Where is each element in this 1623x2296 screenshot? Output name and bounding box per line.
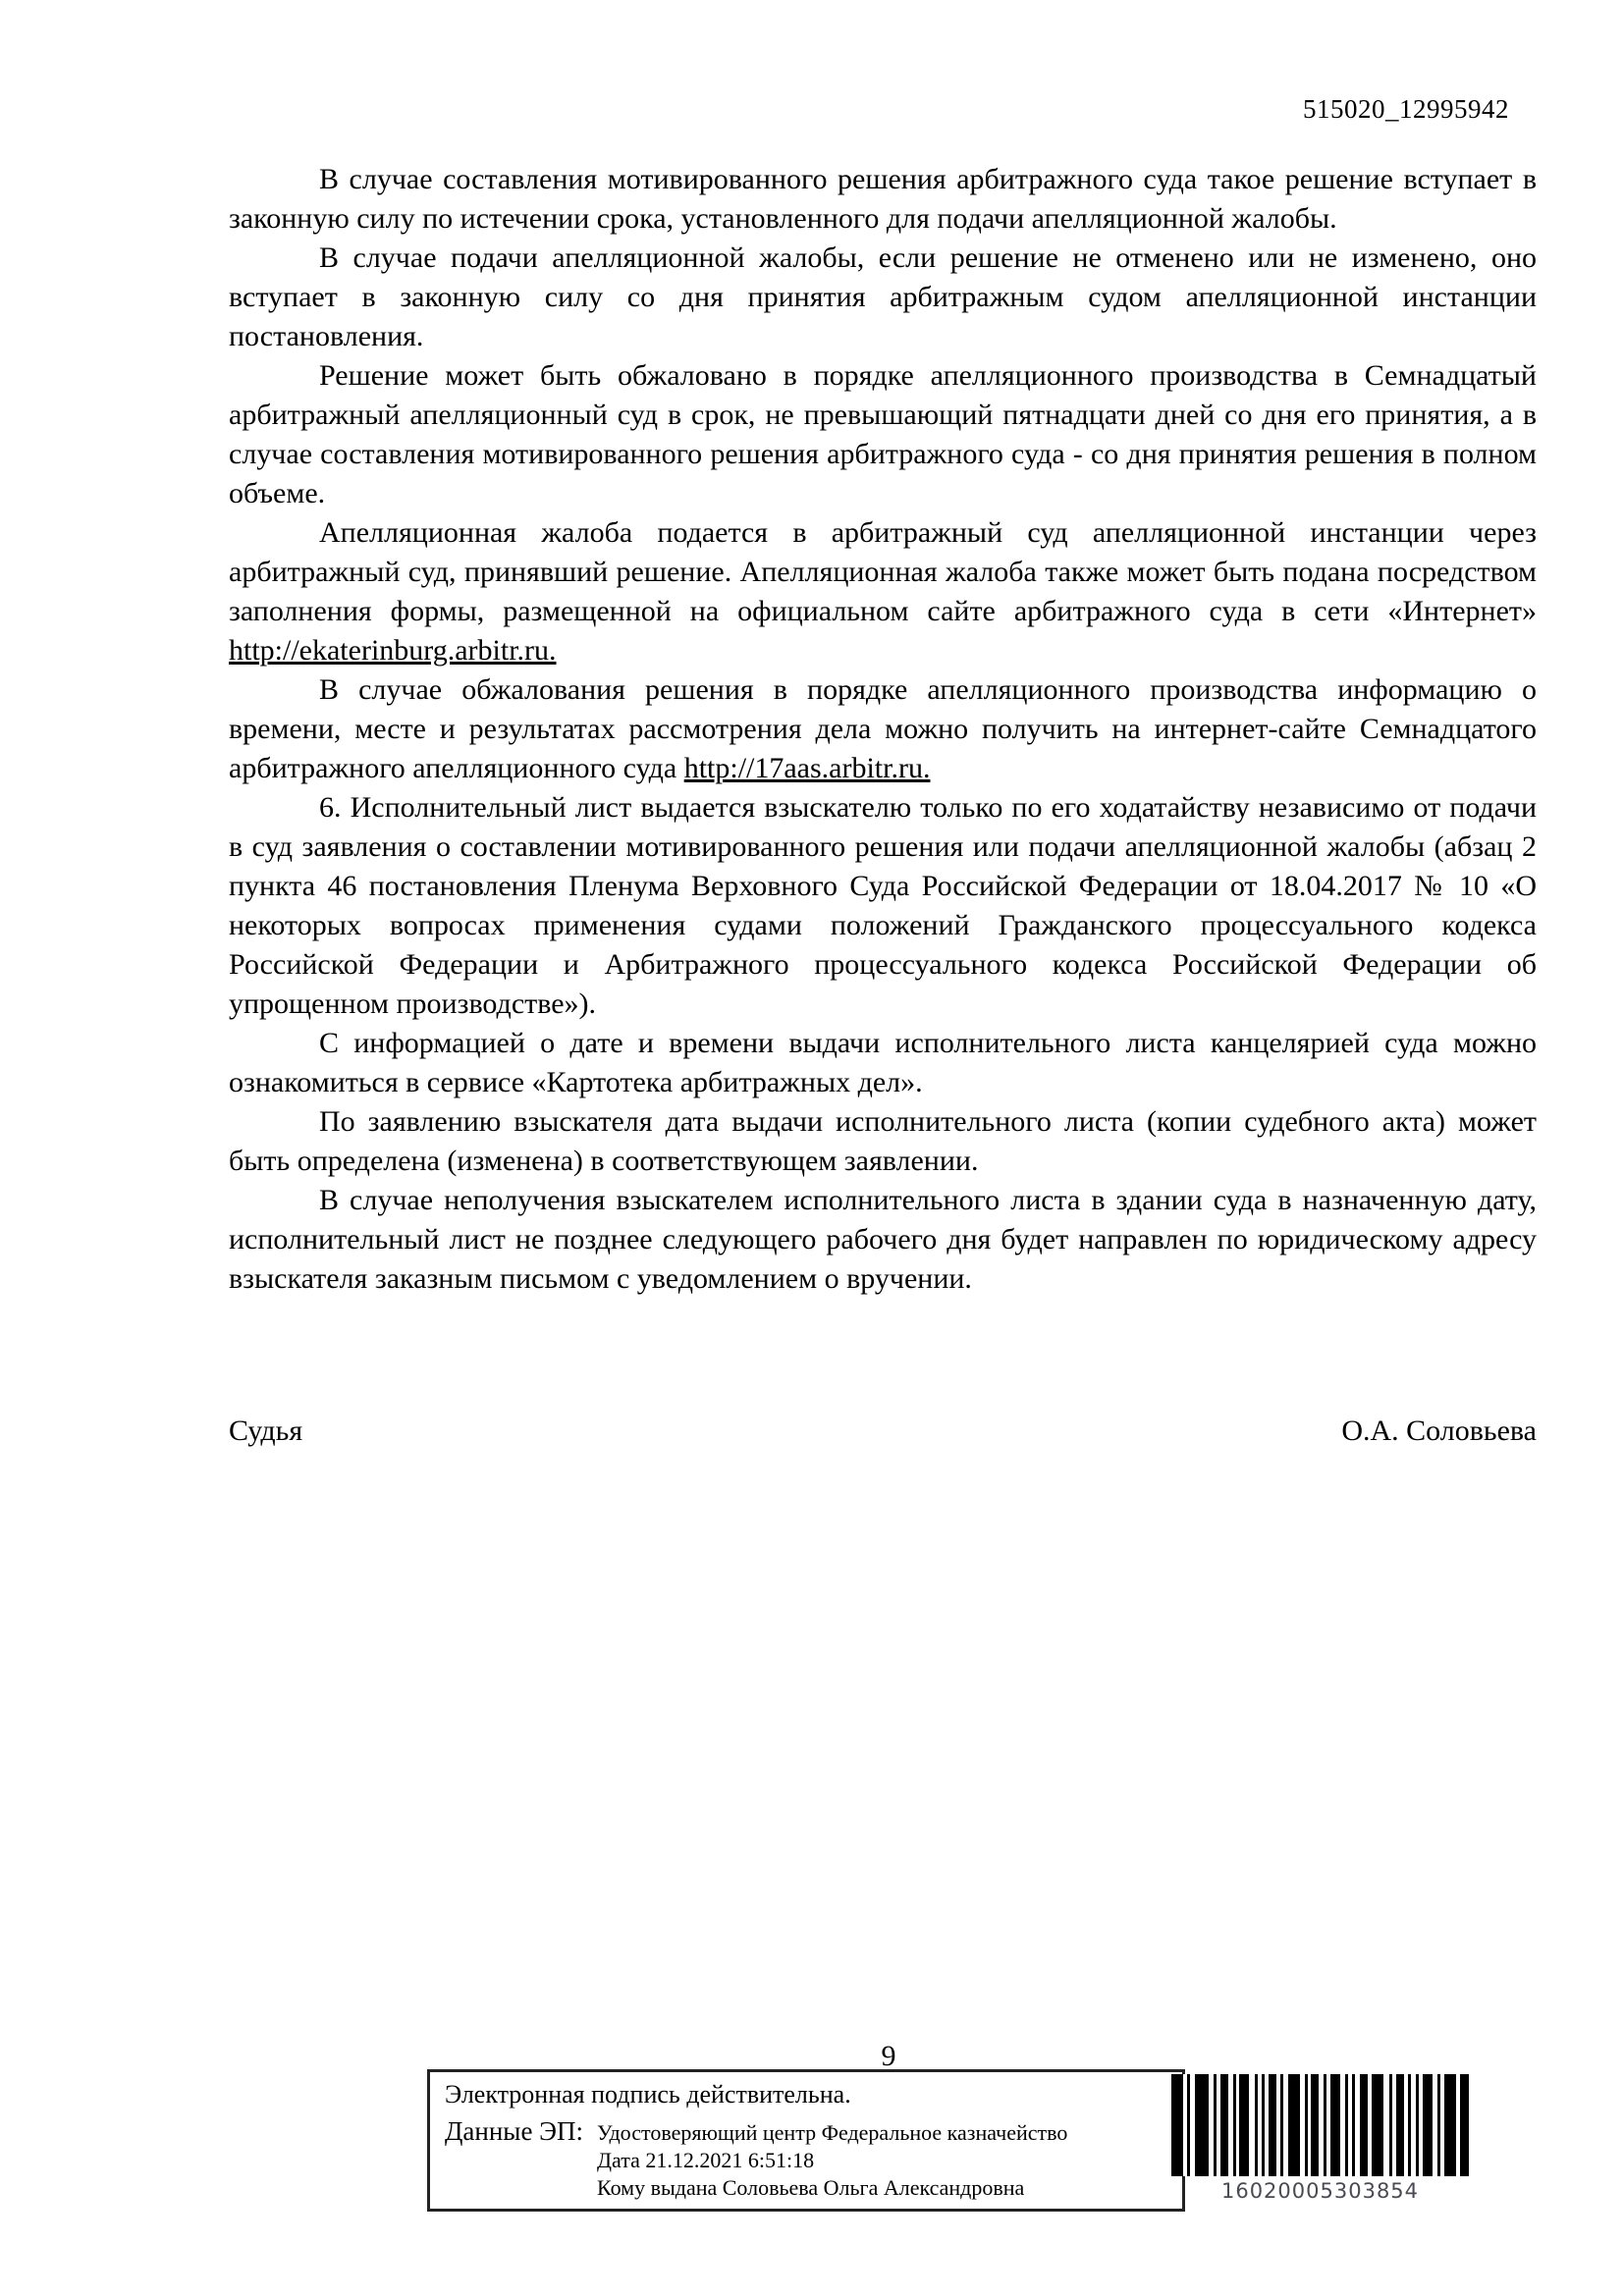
paragraph-text: В случае обжалования решения в порядке апелляционного производства информацию о времени, месте и результатах рассмотрения дела можно получить на интернет-сайте Семнадцатого арбитражного апелляционного суда bbox=[229, 673, 1537, 784]
page-number: 9 bbox=[881, 2040, 896, 2072]
paragraph-text: Апелляционная жалоба подается в арбитражный суд апелляционной инстанции через арбитражный суд, принявший решение. Апелляционная жалоба также может быть подана посредством заполнения формы, размещенной на официальном сайте арбитражного суда в сети «Интернет» bbox=[229, 516, 1537, 627]
barcode-bar bbox=[1423, 2074, 1433, 2176]
paragraph-text: С информацией о дате и времени выдачи исполнительного листа канцелярией суда можно ознакомиться в сервисе «Картотека арбитражных дел». bbox=[229, 1027, 1537, 1098]
paragraph bbox=[229, 670, 1537, 788]
paragraph-text: В случае составления мотивированного решения арбитражного суда такое решение вступает в законную силу по истечении срока, установленного для подачи апелляционной жалобы. bbox=[229, 163, 1537, 235]
barcode-bar bbox=[1330, 2074, 1340, 2176]
stamp-detail-line: Удостоверяющий центр Федеральное казначейство bbox=[597, 2120, 1068, 2145]
paragraph bbox=[229, 788, 1537, 1024]
paragraph bbox=[229, 356, 1537, 513]
stamp-data-label: Данные ЭП: bbox=[445, 2116, 583, 2146]
barcode-bar bbox=[1171, 2074, 1183, 2176]
barcode-bar bbox=[1288, 2074, 1300, 2176]
stamp-data-row bbox=[445, 2116, 1172, 2202]
stamp-details bbox=[597, 2116, 1067, 2202]
barcode-bar bbox=[1269, 2074, 1276, 2176]
paragraph bbox=[229, 1024, 1537, 1102]
stamp-validity-text: Электронная подпись действительна. bbox=[445, 2080, 851, 2109]
paragraph bbox=[229, 1181, 1537, 1299]
barcode-bar bbox=[1396, 2074, 1404, 2176]
paragraph bbox=[229, 160, 1537, 239]
paragraph bbox=[229, 513, 1537, 670]
17aas-arbitr-link[interactable]: http://17aas.arbitr.ru. bbox=[683, 752, 931, 784]
paragraph bbox=[229, 239, 1537, 356]
barcode-bar bbox=[1372, 2074, 1383, 2176]
paragraph-text: 6. Исполнительный лист выдается взыскателю только по его ходатайству независимо от подачи в суд заявления о составлении мотивированного решения или подачи апелляционной жалобы (абзац 2 пункта 46 постановления Пленума Верховного Суда Российской Федерации от 18.04.2017 № 10 «О некоторых вопросах применения судами положений Гражданского процессуального кодекса Российской Федерации и Арбитражного процессуального кодекса Российской Федерации об упрощенном производстве»). bbox=[229, 791, 1537, 1020]
barcode bbox=[1171, 2074, 1469, 2203]
barcode-end-bar bbox=[1460, 2074, 1469, 2176]
barcode-bar bbox=[1444, 2074, 1456, 2176]
barcode-bar bbox=[1239, 2074, 1249, 2176]
signature-role-label: Судья bbox=[229, 1415, 303, 1447]
barcode-bar bbox=[1360, 2074, 1368, 2176]
paragraph bbox=[229, 1102, 1537, 1181]
document-body bbox=[229, 160, 1537, 1299]
paragraph-text: Решение может быть обжаловано в порядке апелляционного производства в Семнадцатый арбитражный апелляционный суд в срок, не превышающий пятнадцати дней со дня его принятия, а в случае составления мотивированного решения арбитражного суда - со дня принятия решения в полном объеме. bbox=[229, 359, 1537, 509]
barcode-number: 16020005303854 bbox=[1220, 2179, 1420, 2203]
barcode-bar bbox=[1220, 2074, 1228, 2176]
barcode-bar bbox=[1195, 2074, 1209, 2176]
stamp-detail-line: Кому выдана Соловьева Ольга Александровна bbox=[597, 2175, 1025, 2200]
signature-stamp bbox=[427, 2069, 1185, 2212]
barcode-bars bbox=[1171, 2074, 1469, 2176]
paragraph-text: В случае неполучения взыскателем исполнительного листа в здании суда в назначенную дату, исполнительный лист не позднее следующего рабочего дня будет направлен по юридическому адресу взыскателя заказным письмом с уведомлением о вручении. bbox=[229, 1184, 1537, 1295]
barcode-bar bbox=[1311, 2074, 1319, 2176]
document-number: 515020_12995942 bbox=[1303, 94, 1509, 124]
paragraph-text: В случае подачи апелляционной жалобы, если решение не отменено или не изменено, оно вступает в законную силу со дня принятия арбитражным судом апелляционной инстанции постановления. bbox=[229, 241, 1537, 352]
paragraph-text: По заявлению взыскателя дата выдачи исполнительного листа (копии судебного акта) может быть определена (изменена) в соответствующем заявлении. bbox=[229, 1105, 1537, 1177]
stamp-detail-line: Дата 21.12.2021 6:51:18 bbox=[597, 2148, 815, 2172]
judge-name: О.А. Соловьева bbox=[1341, 1415, 1537, 1447]
signature-row bbox=[229, 1412, 1537, 1451]
ekaterinburg-arbitr-link[interactable]: http://ekaterinburg.arbitr.ru. bbox=[229, 634, 557, 667]
